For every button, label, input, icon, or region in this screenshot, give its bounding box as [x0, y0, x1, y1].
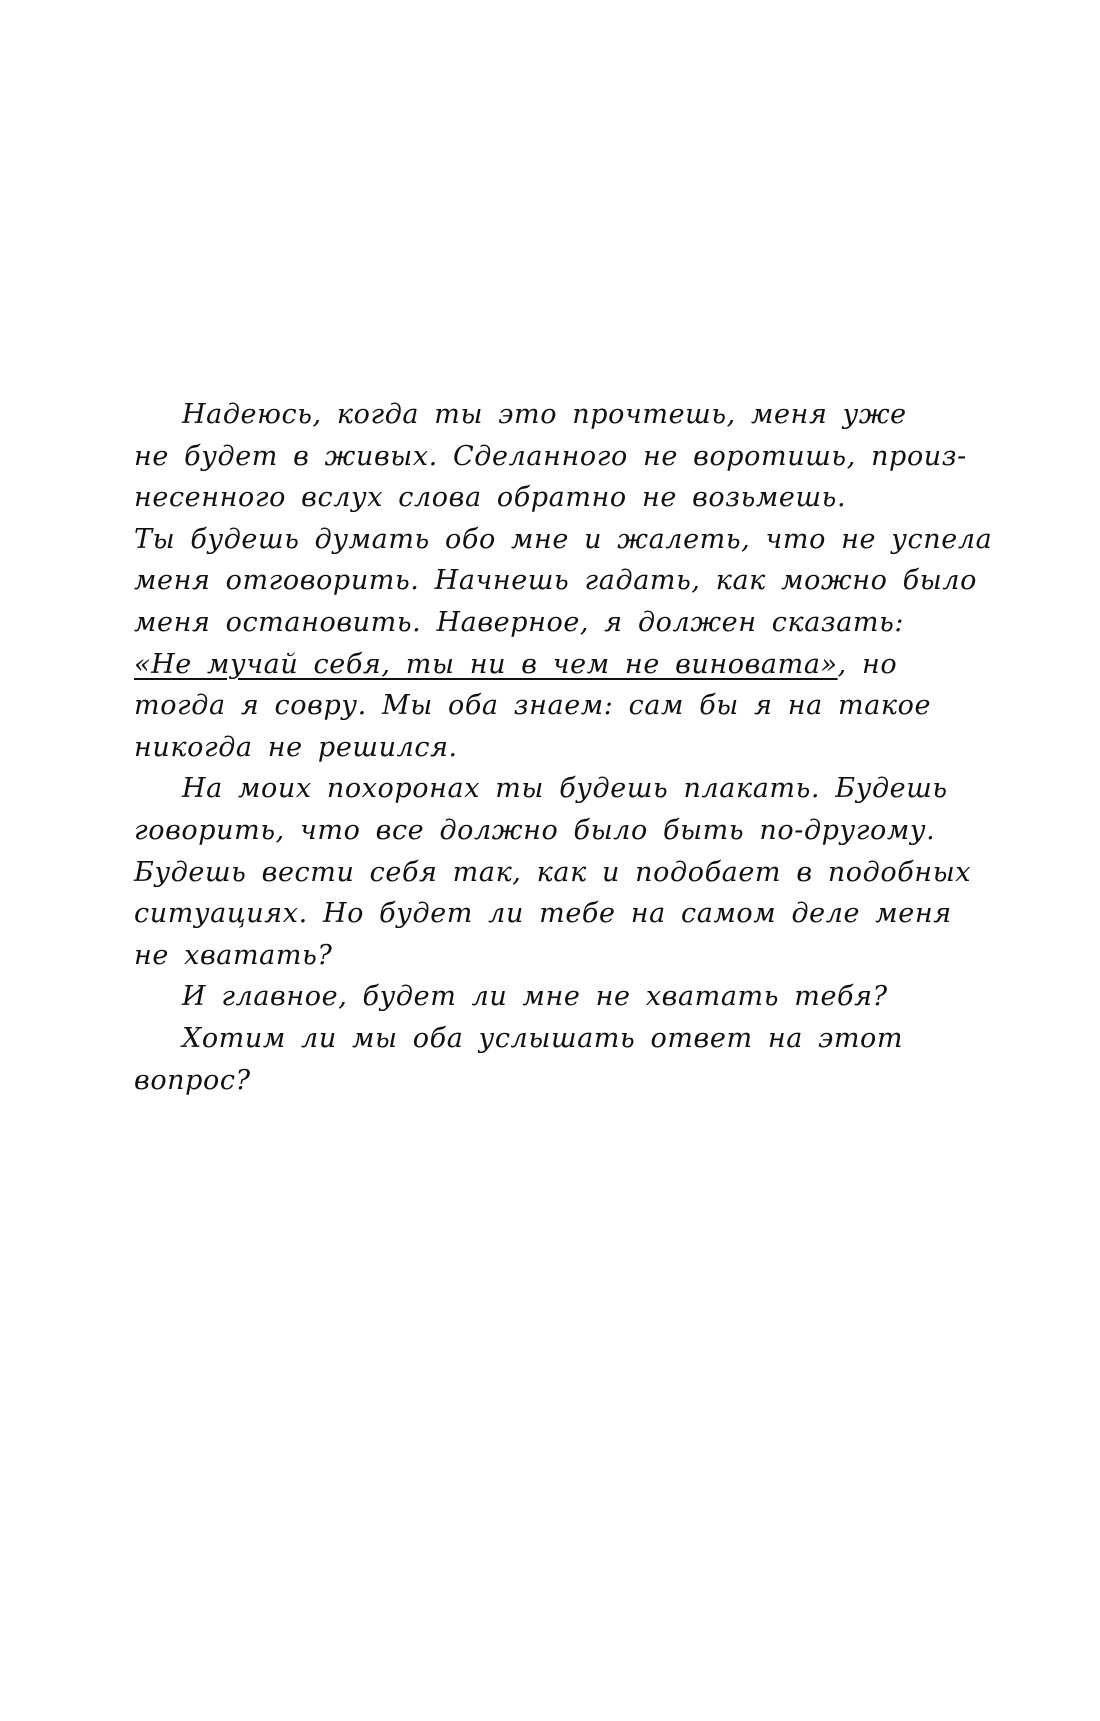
underlined-quote: «Не мучай себя, ты ни в чем не виновата»	[134, 648, 838, 680]
paragraph-5	[134, 1018, 954, 1101]
text-line: Будешь вести себя так, как и подобает в подобных	[134, 856, 972, 888]
text-line: Надеюсь, когда ты это прочтешь, меня уже	[182, 399, 907, 430]
text-line: Ты будешь думать обо мне и жалеть, что не успела	[134, 523, 993, 555]
text-line: ситуациях. Но будет ли тебе на самом деле меня	[134, 898, 952, 930]
text-line: И главное, будет ли мне не хватать тебя?	[182, 981, 888, 1013]
text-line: меня отговорить. Начнешь гадать, как можно было	[134, 565, 977, 597]
paragraph-4	[134, 976, 954, 1018]
text-line: никогда не решился.	[134, 731, 458, 763]
text-line	[134, 644, 954, 686]
text-line: Хотим ли мы оба услышать ответ на этот	[182, 1022, 904, 1054]
text-line: несенного вслух слова обратно не возьмешь.	[134, 482, 847, 514]
text-line: не хватать?	[134, 939, 333, 971]
handwritten-letter	[134, 394, 993, 1101]
text-line: не будет в живых. Сделанного не воротишь, произ-	[134, 440, 967, 472]
text-line: вопрос?	[134, 1064, 251, 1096]
text-line: меня остановить. Наверное, я должен сказать:	[134, 606, 905, 638]
paragraph-3	[134, 768, 972, 976]
text-line: На моих похоронах ты будешь плакать. Будешь	[182, 773, 948, 805]
text-line: говорить, что все должно было быть по-другому.	[134, 814, 936, 846]
paragraph-2	[134, 519, 993, 769]
text-line: тогда я совру. Мы оба знаем: сам бы я на такое	[134, 690, 932, 722]
paragraph-1	[134, 394, 967, 519]
text-fragment: , но	[837, 648, 898, 680]
